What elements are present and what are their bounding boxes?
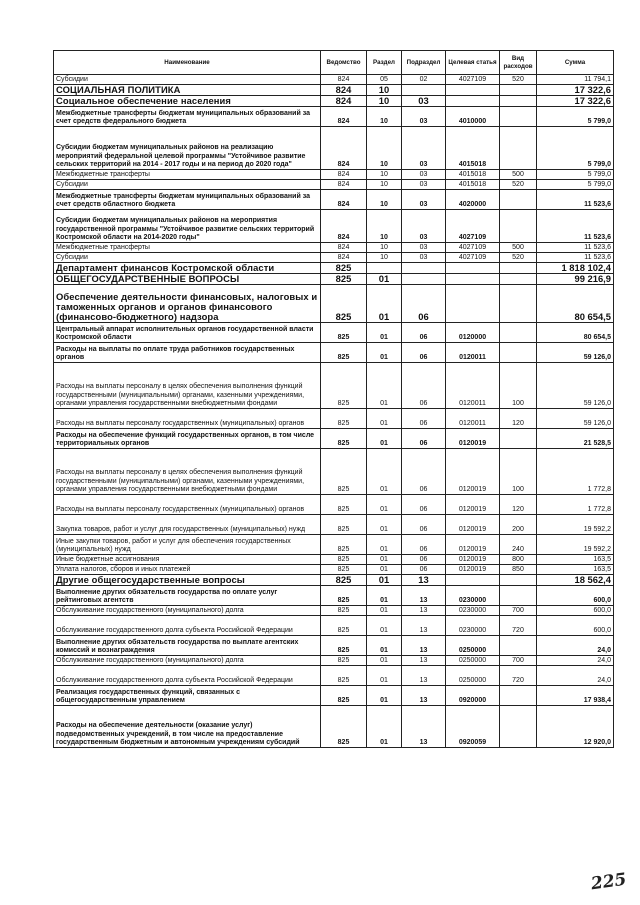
cell-target-article: 4015018 [446,170,500,180]
cell-target-article [446,274,500,285]
cell-expense-type: 520 [500,75,537,85]
cell-sum: 24,0 [537,656,614,666]
budget-table-sheet [53,50,613,748]
cell-sum: 12 920,0 [537,706,614,748]
cell-name: Выполнение других обязательств государства по оплате услуг рейтинговых агентств [54,586,321,606]
cell-name: Межбюджетные трансферты бюджетам муниципальных образований за счет средств областного бюджета [54,190,321,210]
cell-vedomstvo: 825 [321,263,367,274]
table-body [54,75,614,748]
cell-expense-type [500,706,537,748]
cell-razdel: 01 [367,343,402,363]
cell-razdel: 01 [367,409,402,429]
cell-name: Департамент финансов Костромской области [54,263,321,274]
header-name: Наименование [54,51,321,75]
cell-podrazdel [402,85,446,96]
cell-vedomstvo: 824 [321,127,367,170]
cell-podrazdel: 03 [402,253,446,263]
cell-name: Расходы на выплаты персоналу в целях обеспечения выполнения функций государственными (муниципальными) органами, казенными учреждениями, органами управления государственными внебюджетными фондами [54,363,321,409]
cell-sum: 163,5 [537,565,614,575]
cell-podrazdel: 13 [402,616,446,636]
cell-target-article: 0250000 [446,636,500,656]
cell-razdel: 01 [367,555,402,565]
cell-expense-type: 720 [500,616,537,636]
table-row [54,686,614,706]
cell-name: Субсидии бюджетам муниципальных районов на реализацию мероприятий федеральной целевой программы "Устойчивое развитие сельских территорий на 2014 - 2017 годы и на период до 2020 года" [54,127,321,170]
cell-sum: 11 523,6 [537,253,614,263]
cell-vedomstvo: 825 [321,409,367,429]
cell-vedomstvo: 825 [321,666,367,686]
cell-expense-type: 120 [500,495,537,515]
table-row [54,495,614,515]
table-row [54,575,614,586]
cell-expense-type [500,636,537,656]
table-row [54,409,614,429]
cell-name: Межбюджетные трансферты [54,170,321,180]
cell-name: Центральный аппарат исполнительных органов государственной власти Костромской области [54,323,321,343]
cell-razdel: 01 [367,449,402,495]
table-row [54,180,614,190]
table-row [54,666,614,686]
cell-razdel: 01 [367,606,402,616]
cell-vedomstvo: 824 [321,253,367,263]
table-row [54,170,614,180]
cell-target-article [446,285,500,323]
cell-podrazdel: 13 [402,606,446,616]
cell-razdel: 01 [367,274,402,285]
cell-podrazdel: 06 [402,495,446,515]
cell-target-article [446,263,500,274]
cell-expense-type [500,323,537,343]
cell-razdel: 10 [367,190,402,210]
cell-razdel: 01 [367,636,402,656]
cell-sum: 163,5 [537,555,614,565]
table-row [54,85,614,96]
table-row [54,190,614,210]
cell-target-article: 0920000 [446,686,500,706]
cell-expense-type: 520 [500,180,537,190]
cell-target-article: 0230000 [446,586,500,606]
table-row [54,263,614,274]
cell-razdel: 01 [367,686,402,706]
cell-target-article: 0250000 [446,656,500,666]
cell-name: Обслуживание государственного (муниципального) долга [54,656,321,666]
cell-expense-type: 100 [500,449,537,495]
cell-name: Расходы на выплаты персоналу государственных (муниципальных) органов [54,409,321,429]
cell-sum: 17 938,4 [537,686,614,706]
cell-name: Расходы на выплаты по оплате труда работников государственных органов [54,343,321,363]
cell-name: Социальное обеспечение населения [54,96,321,107]
cell-podrazdel: 06 [402,555,446,565]
cell-vedomstvo: 825 [321,323,367,343]
cell-sum: 5 799,0 [537,170,614,180]
cell-podrazdel [402,263,446,274]
cell-razdel: 01 [367,363,402,409]
table-row [54,96,614,107]
header-sum: Сумма [537,51,614,75]
cell-podrazdel: 03 [402,243,446,253]
cell-name: Иные бюджетные ассигнования [54,555,321,565]
cell-podrazdel: 06 [402,343,446,363]
cell-podrazdel: 13 [402,706,446,748]
cell-sum: 5 799,0 [537,180,614,190]
cell-sum: 99 216,9 [537,274,614,285]
cell-vedomstvo: 825 [321,586,367,606]
cell-expense-type [500,686,537,706]
cell-razdel: 01 [367,616,402,636]
cell-target-article: 0120011 [446,343,500,363]
cell-razdel: 01 [367,535,402,555]
table-row [54,706,614,748]
cell-vedomstvo: 825 [321,515,367,535]
header-razdel: Раздел [367,51,402,75]
cell-target-article [446,96,500,107]
cell-name: Закупка товаров, работ и услуг для государственных (муниципальных) нужд [54,515,321,535]
cell-vedomstvo: 825 [321,606,367,616]
table-row [54,75,614,85]
table-row [54,210,614,243]
cell-name: Реализация государственных функций, связанных с общегосударственным управлением [54,686,321,706]
cell-name: Субсидии [54,253,321,263]
cell-name: Субсидии бюджетам муниципальных районов на мероприятия государственной программы "Устойчивое развитие сельских территорий Костромской области на 2014-2020 годы" [54,210,321,243]
cell-expense-type [500,107,537,127]
cell-expense-type: 800 [500,555,537,565]
cell-name: ОБЩЕГОСУДАРСТВЕННЫЕ ВОПРОСЫ [54,274,321,285]
cell-target-article: 0120019 [446,535,500,555]
cell-expense-type: 100 [500,363,537,409]
cell-target-article: 0120019 [446,515,500,535]
cell-razdel: 10 [367,243,402,253]
cell-podrazdel: 13 [402,666,446,686]
cell-razdel: 10 [367,210,402,243]
cell-target-article: 0120000 [446,323,500,343]
cell-sum: 59 126,0 [537,363,614,409]
cell-podrazdel: 06 [402,429,446,449]
cell-expense-type [500,210,537,243]
cell-expense-type [500,285,537,323]
cell-podrazdel: 13 [402,656,446,666]
cell-razdel: 01 [367,285,402,323]
cell-vedomstvo: 825 [321,274,367,285]
cell-razdel: 10 [367,253,402,263]
cell-expense-type [500,127,537,170]
table-row [54,429,614,449]
cell-vedomstvo: 825 [321,363,367,409]
cell-sum: 600,0 [537,616,614,636]
header-expense-type: Вид расходов [500,51,537,75]
cell-razdel: 01 [367,565,402,575]
table-row [54,449,614,495]
cell-expense-type [500,263,537,274]
cell-expense-type: 500 [500,243,537,253]
cell-name: Субсидии [54,75,321,85]
cell-name: Расходы на обеспечение деятельности (оказание услуг) подведомственных учреждений, в том числе на предоставление государственным бюджетным и автономным учреждениям субсидий [54,706,321,748]
table-row [54,555,614,565]
cell-podrazdel: 03 [402,127,446,170]
cell-razdel: 10 [367,127,402,170]
cell-vedomstvo: 825 [321,686,367,706]
table-row [54,274,614,285]
cell-podrazdel: 03 [402,210,446,243]
cell-podrazdel: 03 [402,190,446,210]
table-row [54,253,614,263]
cell-name: Обслуживание государственного долга субъекта Российской Федерации [54,616,321,636]
cell-podrazdel: 06 [402,449,446,495]
cell-target-article: 0230000 [446,616,500,636]
cell-sum: 24,0 [537,666,614,686]
cell-vedomstvo: 825 [321,343,367,363]
table-row [54,363,614,409]
cell-name: Межбюджетные трансферты бюджетам муниципальных образований за счет средств федерального бюджета [54,107,321,127]
cell-target-article: 0120019 [446,495,500,515]
cell-expense-type: 700 [500,606,537,616]
cell-vedomstvo: 825 [321,555,367,565]
table-row [54,535,614,555]
cell-razdel: 01 [367,429,402,449]
cell-podrazdel: 02 [402,75,446,85]
cell-name: Выполнение других обязательств государства по выплате агентских комиссий и вознаграждения [54,636,321,656]
cell-vedomstvo: 824 [321,85,367,96]
cell-sum: 21 528,5 [537,429,614,449]
cell-vedomstvo: 824 [321,190,367,210]
cell-vedomstvo: 825 [321,535,367,555]
cell-target-article: 0120011 [446,363,500,409]
cell-razdel: 01 [367,575,402,586]
cell-target-article: 4015018 [446,127,500,170]
cell-target-article: 4027109 [446,210,500,243]
table-row [54,127,614,170]
cell-target-article [446,575,500,586]
cell-razdel: 01 [367,586,402,606]
cell-podrazdel: 13 [402,575,446,586]
cell-razdel: 01 [367,495,402,515]
cell-podrazdel: 13 [402,636,446,656]
cell-podrazdel: 06 [402,515,446,535]
cell-target-article: 0120019 [446,449,500,495]
cell-podrazdel: 06 [402,363,446,409]
table-row [54,636,614,656]
table-row [54,285,614,323]
cell-sum: 600,0 [537,586,614,606]
cell-razdel: 01 [367,656,402,666]
header-target-article: Целевая статья [446,51,500,75]
cell-sum: 17 322,6 [537,96,614,107]
cell-vedomstvo: 825 [321,429,367,449]
cell-razdel: 01 [367,706,402,748]
cell-name: Обеспечение деятельности финансовых, налоговых и таможенных органов и органов финансового (финансово-бюджетного) надзора [54,285,321,323]
cell-target-article: 4027109 [446,75,500,85]
cell-vedomstvo: 825 [321,495,367,515]
cell-sum: 80 654,5 [537,323,614,343]
cell-razdel: 10 [367,170,402,180]
cell-podrazdel: 06 [402,409,446,429]
cell-expense-type [500,96,537,107]
table-row [54,586,614,606]
cell-vedomstvo: 824 [321,170,367,180]
cell-sum: 18 562,4 [537,575,614,586]
cell-podrazdel: 13 [402,586,446,606]
header-vedomstvo: Ведомство [321,51,367,75]
cell-razdel [367,263,402,274]
table-row [54,565,614,575]
cell-podrazdel: 06 [402,535,446,555]
table-row [54,323,614,343]
cell-sum: 600,0 [537,606,614,616]
cell-expense-type [500,274,537,285]
cell-target-article: 4027109 [446,253,500,263]
cell-name: Уплата налогов, сборов и иных платежей [54,565,321,575]
budget-table [53,50,614,748]
cell-name: Другие общегосударственные вопросы [54,575,321,586]
cell-expense-type: 200 [500,515,537,535]
cell-target-article: 0120019 [446,565,500,575]
cell-vedomstvo: 825 [321,575,367,586]
cell-sum: 19 592,2 [537,515,614,535]
cell-vedomstvo: 824 [321,75,367,85]
handwritten-page-number: 225 [589,869,628,895]
cell-expense-type: 120 [500,409,537,429]
cell-sum: 11 794,1 [537,75,614,85]
cell-vedomstvo: 825 [321,656,367,666]
cell-name: Межбюджетные трансферты [54,243,321,253]
table-row [54,616,614,636]
cell-sum: 1 772,8 [537,495,614,515]
cell-sum: 59 126,0 [537,409,614,429]
table-row [54,515,614,535]
cell-name: Обслуживание государственного долга субъекта Российской Федерации [54,666,321,686]
cell-target-article: 0120019 [446,429,500,449]
cell-target-article: 0120011 [446,409,500,429]
cell-podrazdel: 06 [402,285,446,323]
cell-name: Расходы на выплаты персоналу в целях обеспечения выполнения функций государственными (муниципальными) органами, казенными учреждениями, органами управления государственными внебюджетными фондами [54,449,321,495]
cell-sum: 11 523,6 [537,190,614,210]
cell-razdel: 10 [367,85,402,96]
cell-target-article [446,85,500,96]
cell-target-article: 4015018 [446,180,500,190]
cell-name: Иные закупки товаров, работ и услуг для обеспечения государственных (муниципальных) нужд [54,535,321,555]
cell-vedomstvo: 824 [321,243,367,253]
cell-name: Обслуживание государственного (муниципального) долга [54,606,321,616]
cell-sum: 19 592,2 [537,535,614,555]
cell-sum: 24,0 [537,636,614,656]
cell-expense-type [500,85,537,96]
table-row [54,656,614,666]
cell-vedomstvo: 824 [321,180,367,190]
cell-podrazdel [402,274,446,285]
cell-vedomstvo: 825 [321,616,367,636]
cell-razdel: 10 [367,96,402,107]
cell-sum: 59 126,0 [537,343,614,363]
cell-sum: 5 799,0 [537,127,614,170]
cell-sum: 11 523,6 [537,243,614,253]
table-row [54,107,614,127]
cell-expense-type: 240 [500,535,537,555]
cell-name: СОЦИАЛЬНАЯ ПОЛИТИКА [54,85,321,96]
cell-vedomstvo: 824 [321,210,367,243]
cell-vedomstvo: 824 [321,96,367,107]
cell-expense-type [500,586,537,606]
cell-expense-type: 520 [500,253,537,263]
cell-vedomstvo: 825 [321,565,367,575]
cell-sum: 80 654,5 [537,285,614,323]
cell-podrazdel: 03 [402,107,446,127]
cell-podrazdel: 13 [402,686,446,706]
table-row [54,343,614,363]
cell-sum: 1 818 102,4 [537,263,614,274]
cell-podrazdel: 03 [402,170,446,180]
cell-target-article: 4020000 [446,190,500,210]
cell-target-article: 0250000 [446,666,500,686]
cell-razdel: 01 [367,515,402,535]
cell-razdel: 01 [367,666,402,686]
cell-target-article: 0120019 [446,555,500,565]
cell-expense-type [500,575,537,586]
cell-expense-type [500,190,537,210]
cell-name: Субсидии [54,180,321,190]
cell-vedomstvo: 825 [321,449,367,495]
cell-expense-type: 700 [500,656,537,666]
table-row [54,243,614,253]
cell-razdel: 10 [367,107,402,127]
cell-vedomstvo: 825 [321,706,367,748]
table-row [54,606,614,616]
cell-sum: 11 523,6 [537,210,614,243]
cell-podrazdel: 03 [402,180,446,190]
table-header-row [54,51,614,75]
cell-target-article: 4027109 [446,243,500,253]
cell-razdel: 10 [367,180,402,190]
header-podrazdel: Подраздел [402,51,446,75]
cell-razdel: 01 [367,323,402,343]
cell-expense-type: 500 [500,170,537,180]
cell-sum: 5 799,0 [537,107,614,127]
cell-podrazdel: 06 [402,565,446,575]
cell-vedomstvo: 824 [321,107,367,127]
cell-expense-type: 850 [500,565,537,575]
cell-expense-type: 720 [500,666,537,686]
cell-vedomstvo: 825 [321,636,367,656]
cell-target-article: 0230000 [446,606,500,616]
cell-vedomstvo: 825 [321,285,367,323]
cell-razdel: 05 [367,75,402,85]
cell-target-article: 4010000 [446,107,500,127]
cell-target-article: 0920059 [446,706,500,748]
cell-expense-type [500,429,537,449]
cell-name: Расходы на обеспечение функций государственных органов, в том числе территориальных органов [54,429,321,449]
cell-name: Расходы на выплаты персоналу государственных (муниципальных) органов [54,495,321,515]
cell-expense-type [500,343,537,363]
cell-sum: 1 772,8 [537,449,614,495]
cell-sum: 17 322,6 [537,85,614,96]
cell-podrazdel: 03 [402,96,446,107]
cell-podrazdel: 06 [402,323,446,343]
